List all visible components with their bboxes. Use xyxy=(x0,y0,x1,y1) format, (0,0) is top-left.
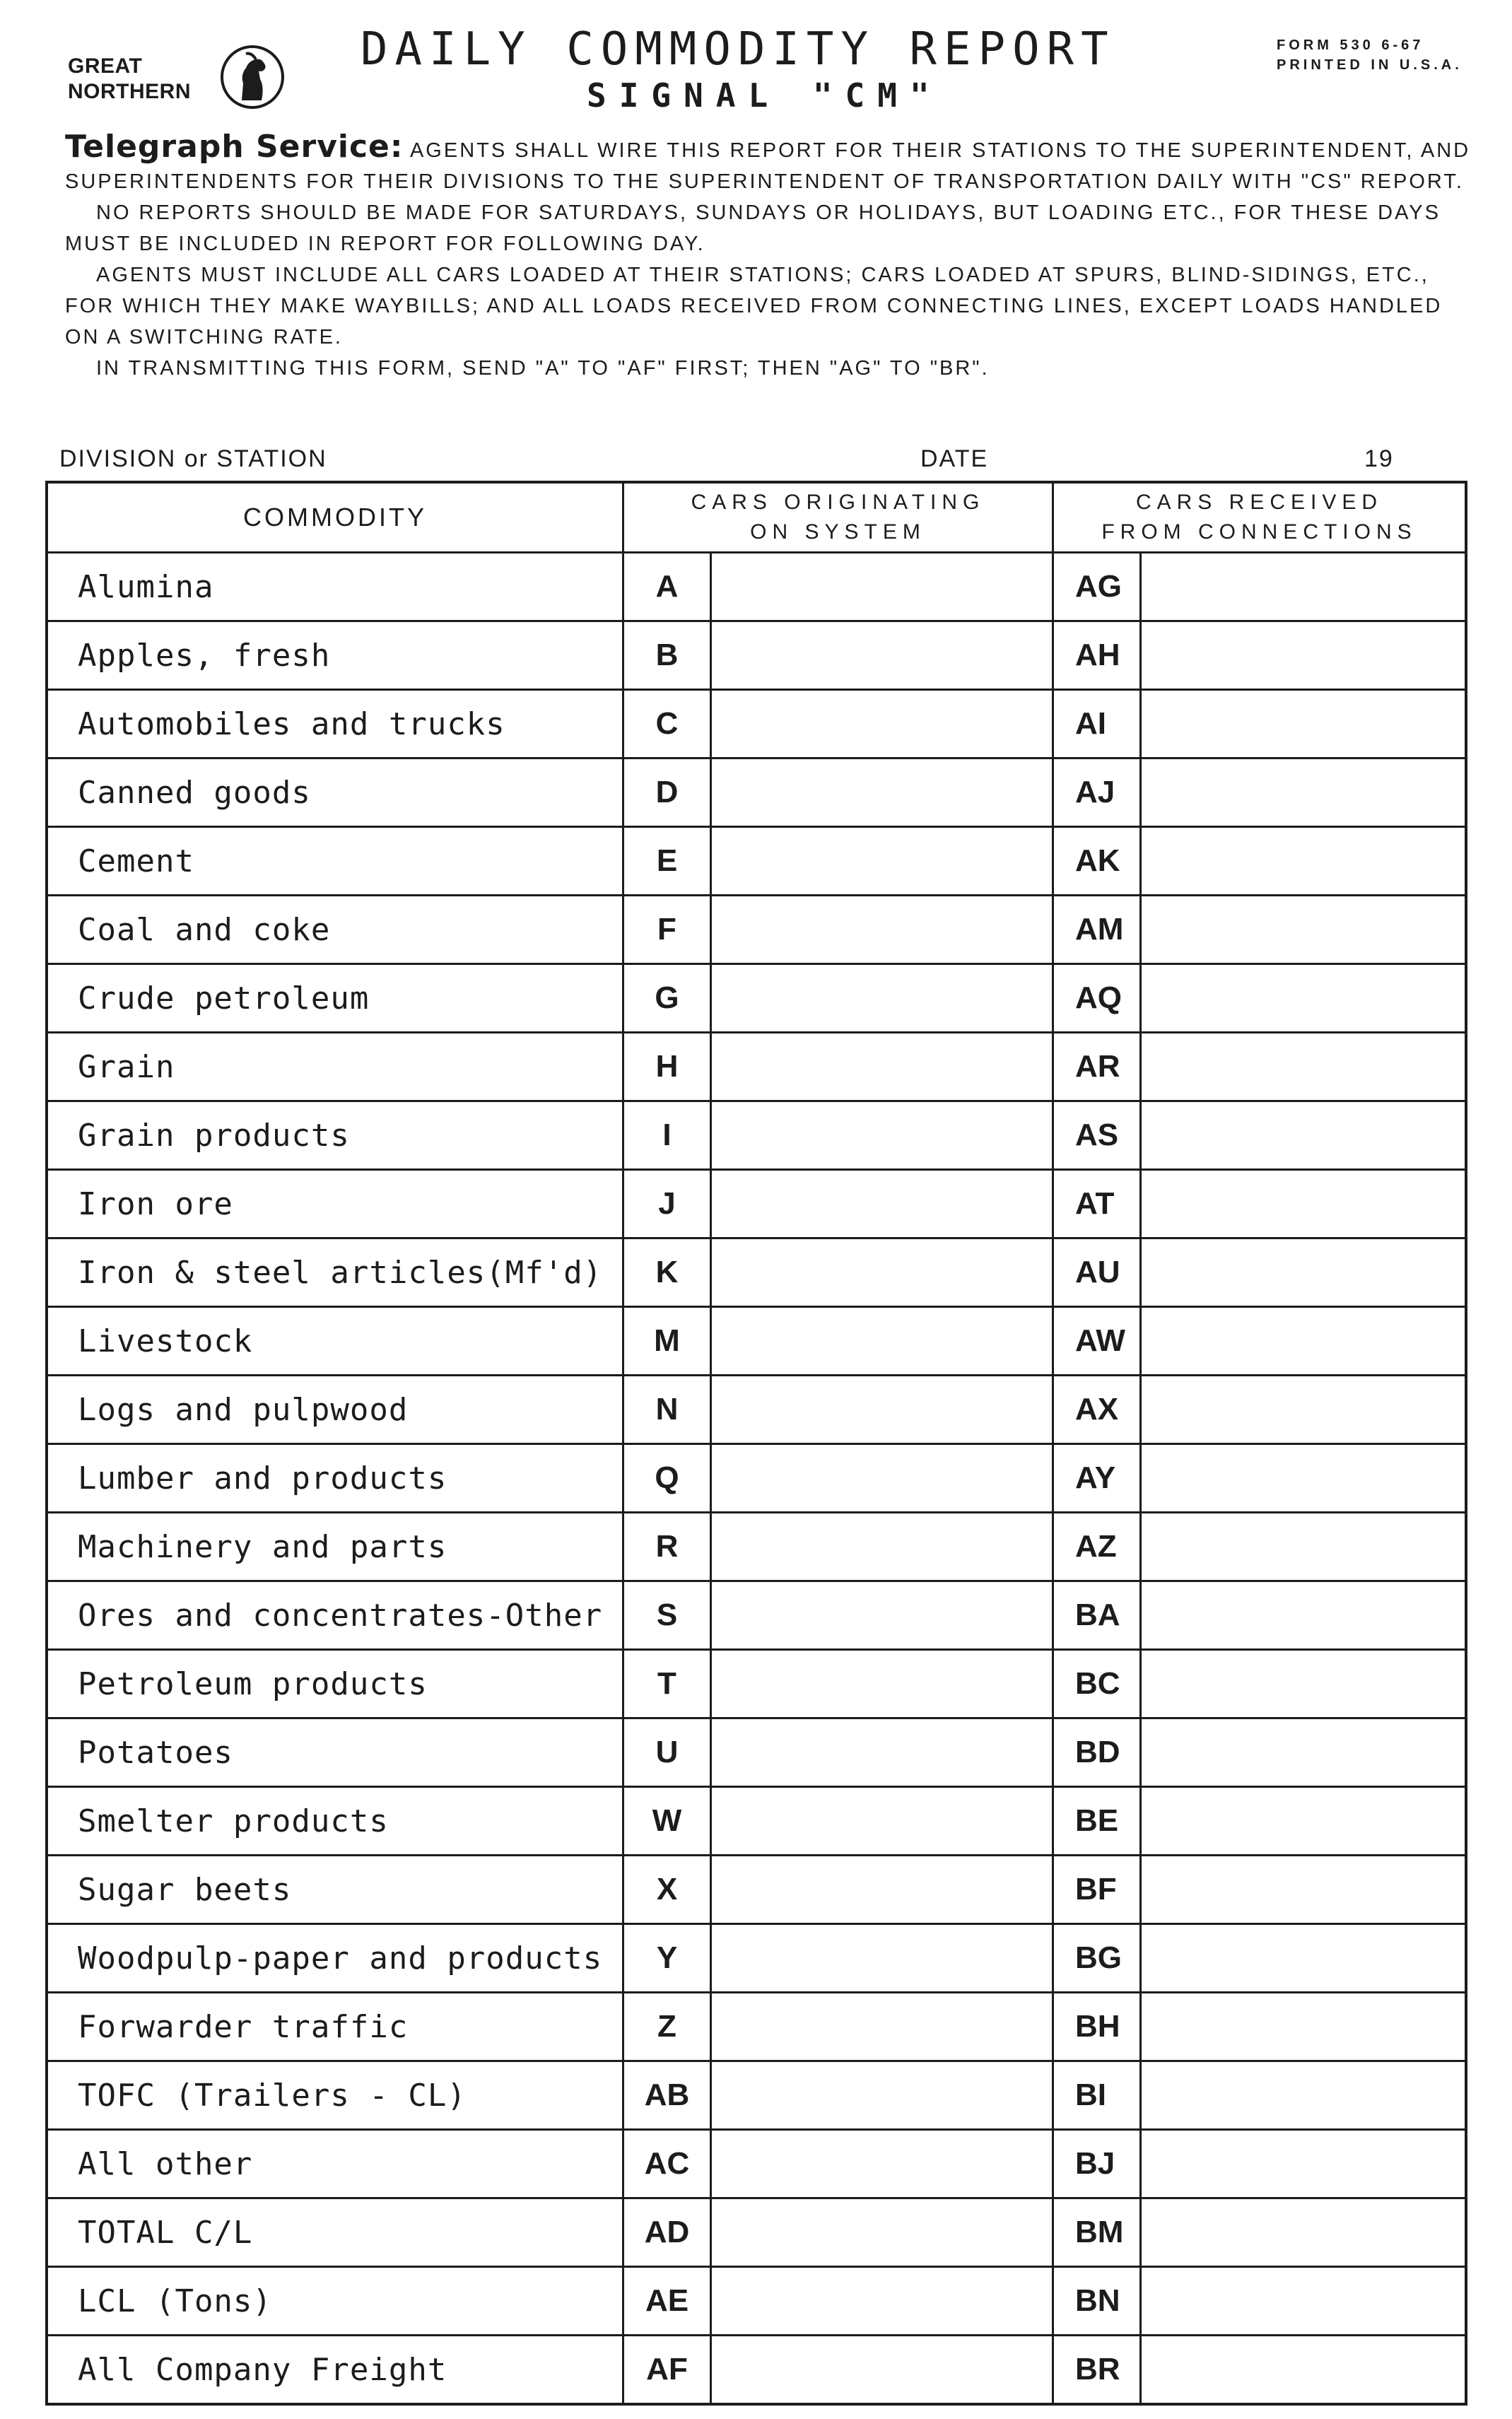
printed-in: PRINTED IN U.S.A. xyxy=(1277,57,1463,73)
received-entry-field[interactable] xyxy=(1139,1033,1465,1100)
received-code: BN xyxy=(1052,2268,1139,2334)
originating-code: AF xyxy=(622,2336,710,2403)
originating-entry-field[interactable] xyxy=(710,691,1052,757)
originating-code: M xyxy=(622,1308,710,1374)
commodity-name: Coal and coke xyxy=(78,911,331,948)
commodity-name: Apples, fresh xyxy=(78,637,331,674)
received-entry-field[interactable] xyxy=(1139,1376,1465,1443)
commodity-name: Canned goods xyxy=(78,774,311,811)
received-code: BD xyxy=(1052,1719,1139,1786)
table-row xyxy=(48,551,1465,620)
originating-code: B xyxy=(622,622,710,689)
instructions-lead: Telegraph Service: xyxy=(65,129,404,165)
originating-code: X xyxy=(622,1856,710,1923)
form-title: DAILY COMMODITY REPORT xyxy=(361,23,1115,76)
received-entry-field[interactable] xyxy=(1139,965,1465,1031)
table-row xyxy=(48,894,1465,963)
originating-entry-field[interactable] xyxy=(710,622,1052,689)
originating-entry-field[interactable] xyxy=(710,1102,1052,1168)
table-row xyxy=(48,1031,1465,1100)
table-row xyxy=(48,1306,1465,1374)
received-code: BA xyxy=(1052,1582,1139,1648)
received-entry-field[interactable] xyxy=(1139,1171,1465,1237)
originating-code: R xyxy=(622,1513,710,1580)
division-label: DIVISION or STATION xyxy=(59,445,327,472)
originating-code: S xyxy=(622,1582,710,1648)
originating-entry-field[interactable] xyxy=(710,828,1052,894)
originating-entry-field[interactable] xyxy=(710,1513,1052,1580)
received-entry-field[interactable] xyxy=(1139,1239,1465,1306)
received-code: AT xyxy=(1052,1171,1139,1237)
year-prefix: 19 xyxy=(1364,445,1394,472)
originating-code: F xyxy=(622,896,710,963)
header-received xyxy=(1052,484,1465,551)
originating-entry-field[interactable] xyxy=(710,2268,1052,2334)
originating-code: G xyxy=(622,965,710,1031)
received-code: AZ xyxy=(1052,1513,1139,1580)
received-entry-field[interactable] xyxy=(1139,828,1465,894)
commodity-name: Automobiles and trucks xyxy=(78,705,505,742)
commodity-name: Alumina xyxy=(78,568,214,605)
table-row xyxy=(48,1237,1465,1306)
received-entry-field[interactable] xyxy=(1139,622,1465,689)
originating-entry-field[interactable] xyxy=(710,965,1052,1031)
originating-entry-field[interactable] xyxy=(710,1308,1052,1374)
received-entry-field[interactable] xyxy=(1139,1993,1465,2060)
received-entry-field[interactable] xyxy=(1139,1925,1465,1991)
form-number: FORM 530 6-67 xyxy=(1277,37,1424,53)
received-code: AX xyxy=(1052,1376,1139,1443)
commodity-name: Forwarder traffic xyxy=(78,2008,409,2045)
commodity-name: LCL (Tons) xyxy=(78,2283,272,2319)
originating-code: C xyxy=(622,691,710,757)
table-row xyxy=(48,1854,1465,1923)
received-code: BM xyxy=(1052,2199,1139,2266)
commodity-name: Logs and pulpwood xyxy=(78,1391,409,1428)
table-row xyxy=(48,1648,1465,1717)
station-line xyxy=(59,445,1494,476)
received-entry-field[interactable] xyxy=(1139,1445,1465,1511)
logo-line-1: GREAT xyxy=(68,54,143,78)
instructions-p3: AGENTS MUST INCLUDE ALL CARS LOADED AT THEIR STATIONS; CARS LOADED AT SPURS, BLIND-SIDINGS, ETC., FOR WHICH THEY MAKE WAYBILLS; AND ALL LOADS RECEIVED FROM CONNECTING LINES, EXCEPT LOADS HANDLED ON A SWITCHING RATE. xyxy=(65,264,1443,348)
received-entry-field[interactable] xyxy=(1139,2336,1465,2403)
received-entry-field[interactable] xyxy=(1139,691,1465,757)
instructions-p4: IN TRANSMITTING THIS FORM, SEND "A" TO "AF" FIRST; THEN "AG" TO "BR". xyxy=(96,357,990,380)
date-label: DATE xyxy=(920,445,989,472)
originating-entry-field[interactable] xyxy=(710,1376,1052,1443)
table-row xyxy=(48,2334,1465,2403)
originating-code: U xyxy=(622,1719,710,1786)
table-row xyxy=(48,2128,1465,2197)
originating-code: I xyxy=(622,1102,710,1168)
received-entry-field[interactable] xyxy=(1139,896,1465,963)
table-row xyxy=(48,1511,1465,1580)
received-entry-field[interactable] xyxy=(1139,1651,1465,1717)
table-row xyxy=(48,1100,1465,1168)
table-row xyxy=(48,1786,1465,1854)
received-entry-field[interactable] xyxy=(1139,1102,1465,1168)
commodity-name: TOTAL C/L xyxy=(78,2214,253,2251)
logo-line-2: NORTHERN xyxy=(68,80,191,103)
originating-entry-field[interactable] xyxy=(710,1582,1052,1648)
originating-entry-field[interactable] xyxy=(710,1993,1052,2060)
originating-entry-field[interactable] xyxy=(710,1719,1052,1786)
originating-code: T xyxy=(622,1651,710,1717)
table-row xyxy=(48,757,1465,826)
originating-code: N xyxy=(622,1376,710,1443)
table-row xyxy=(48,689,1465,757)
commodity-name: Grain xyxy=(78,1048,175,1085)
commodity-name: Lumber and products xyxy=(78,1460,447,1496)
received-code: AM xyxy=(1052,896,1139,963)
commodity-name: TOFC (Trailers - CL) xyxy=(78,2077,467,2114)
originating-code: AC xyxy=(622,2131,710,2197)
received-code: AJ xyxy=(1052,759,1139,826)
received-entry-field[interactable] xyxy=(1139,1788,1465,1854)
table-row xyxy=(48,826,1465,894)
received-entry-field[interactable] xyxy=(1139,1582,1465,1648)
commodity-name: Iron & steel articles(Mf'd) xyxy=(78,1254,603,1291)
table-row xyxy=(48,1717,1465,1786)
commodity-name: Livestock xyxy=(78,1323,253,1359)
header-received-line2: FROM CONNECTIONS xyxy=(1101,520,1417,544)
received-code: AH xyxy=(1052,622,1139,689)
logo-text xyxy=(68,54,191,105)
commodity-name: Machinery and parts xyxy=(78,1528,447,1565)
originating-code: W xyxy=(622,1788,710,1854)
received-entry-field[interactable] xyxy=(1139,1513,1465,1580)
header-received-line1: CARS RECEIVED xyxy=(1135,491,1383,514)
originating-entry-field[interactable] xyxy=(710,1239,1052,1306)
commodity-table xyxy=(45,481,1467,2406)
received-code: AK xyxy=(1052,828,1139,894)
received-code: BJ xyxy=(1052,2131,1139,2197)
received-code: AY xyxy=(1052,1445,1139,1511)
originating-entry-field[interactable] xyxy=(710,2062,1052,2128)
table-row xyxy=(48,1168,1465,1237)
originating-entry-field[interactable] xyxy=(710,1033,1052,1100)
originating-code: A xyxy=(622,554,710,620)
originating-entry-field[interactable] xyxy=(710,1171,1052,1237)
received-code: BF xyxy=(1052,1856,1139,1923)
commodity-name: Smelter products xyxy=(78,1803,389,1839)
commodity-name: Crude petroleum xyxy=(78,980,370,1017)
commodity-name: Potatoes xyxy=(78,1734,233,1771)
received-entry-field[interactable] xyxy=(1139,1719,1465,1786)
received-entry-field[interactable] xyxy=(1139,2199,1465,2266)
table-row xyxy=(48,2060,1465,2128)
originating-code: H xyxy=(622,1033,710,1100)
received-entry-field[interactable] xyxy=(1139,1308,1465,1374)
header-originating xyxy=(622,484,1052,551)
originating-code: AB xyxy=(622,2062,710,2128)
received-entry-field[interactable] xyxy=(1139,2062,1465,2128)
table-row xyxy=(48,963,1465,1031)
table-row xyxy=(48,1991,1465,2060)
originating-entry-field[interactable] xyxy=(710,554,1052,620)
instructions-p1: AGENTS SHALL WIRE THIS REPORT FOR THEIR STATIONS TO THE SUPERINTENDENT, AND SUPERINTENDENTS FOR THEIR DIVISIONS TO THE SUPERINTENDENT OF TRANSPORTATION DAILY WITH "CS" REPORT. xyxy=(65,139,1471,193)
received-code: BH xyxy=(1052,1993,1139,2060)
header-originating-line1: CARS ORIGINATING xyxy=(691,491,985,514)
table-row xyxy=(48,1923,1465,1991)
received-entry-field[interactable] xyxy=(1139,1856,1465,1923)
received-code: BG xyxy=(1052,1925,1139,1991)
instructions-p2: NO REPORTS SHOULD BE MADE FOR SATURDAYS, SUNDAYS OR HOLIDAYS, BUT LOADING ETC., FOR THESE DAYS MUST BE INCLUDED IN REPORT FOR FOLLOWING DAY. xyxy=(65,201,1441,255)
received-code: BE xyxy=(1052,1788,1139,1854)
originating-code: E xyxy=(622,828,710,894)
received-entry-field[interactable] xyxy=(1139,759,1465,826)
received-code: AW xyxy=(1052,1308,1139,1374)
received-code: AS xyxy=(1052,1102,1139,1168)
commodity-name: Petroleum products xyxy=(78,1665,428,1702)
originating-entry-field[interactable] xyxy=(710,1445,1052,1511)
originating-code: AE xyxy=(622,2268,710,2334)
received-code: BC xyxy=(1052,1651,1139,1717)
received-code: AG xyxy=(1052,554,1139,620)
header-originating-line2: ON SYSTEM xyxy=(750,520,926,544)
received-code: BR xyxy=(1052,2336,1139,2403)
table-row xyxy=(48,1374,1465,1443)
commodity-name: Woodpulp-paper and products xyxy=(78,1940,603,1976)
received-code: BI xyxy=(1052,2062,1139,2128)
commodity-name: Sugar beets xyxy=(78,1871,292,1908)
originating-entry-field[interactable] xyxy=(710,759,1052,826)
originating-entry-field[interactable] xyxy=(710,1925,1052,1991)
originating-entry-field[interactable] xyxy=(710,896,1052,963)
table-row xyxy=(48,620,1465,689)
header-commodity: COMMODITY xyxy=(243,503,427,532)
received-code: AU xyxy=(1052,1239,1139,1306)
instructions xyxy=(65,131,1472,384)
originating-entry-field[interactable] xyxy=(710,1651,1052,1717)
originating-code: J xyxy=(622,1171,710,1237)
form-number-block xyxy=(1277,35,1496,75)
great-northern-logo xyxy=(68,41,301,126)
originating-code: AD xyxy=(622,2199,710,2266)
commodity-name: Cement xyxy=(78,843,194,879)
table-header xyxy=(48,484,1465,551)
signal-code: SIGNAL "CM" xyxy=(587,76,942,115)
commodity-name: Iron ore xyxy=(78,1185,233,1222)
originating-code: Q xyxy=(622,1445,710,1511)
received-entry-field[interactable] xyxy=(1139,554,1465,620)
goat-emblem-icon xyxy=(221,45,284,109)
originating-entry-field[interactable] xyxy=(710,2199,1052,2266)
table-row xyxy=(48,2197,1465,2266)
commodity-name: All other xyxy=(78,2145,253,2182)
received-code: AR xyxy=(1052,1033,1139,1100)
table-row xyxy=(48,2266,1465,2334)
commodity-name: All Company Freight xyxy=(78,2351,447,2388)
received-entry-field[interactable] xyxy=(1139,2131,1465,2197)
table-row xyxy=(48,1580,1465,1648)
originating-entry-field[interactable] xyxy=(710,2336,1052,2403)
originating-entry-field[interactable] xyxy=(710,2131,1052,2197)
originating-entry-field[interactable] xyxy=(710,1856,1052,1923)
originating-code: K xyxy=(622,1239,710,1306)
received-code: AI xyxy=(1052,691,1139,757)
commodity-name: Ores and concentrates-Other xyxy=(78,1597,603,1634)
table-row xyxy=(48,1443,1465,1511)
originating-code: Z xyxy=(622,1993,710,2060)
commodity-name: Grain products xyxy=(78,1117,350,1154)
originating-code: Y xyxy=(622,1925,710,1991)
originating-entry-field[interactable] xyxy=(710,1788,1052,1854)
received-code: AQ xyxy=(1052,965,1139,1031)
originating-code: D xyxy=(622,759,710,826)
received-entry-field[interactable] xyxy=(1139,2268,1465,2334)
